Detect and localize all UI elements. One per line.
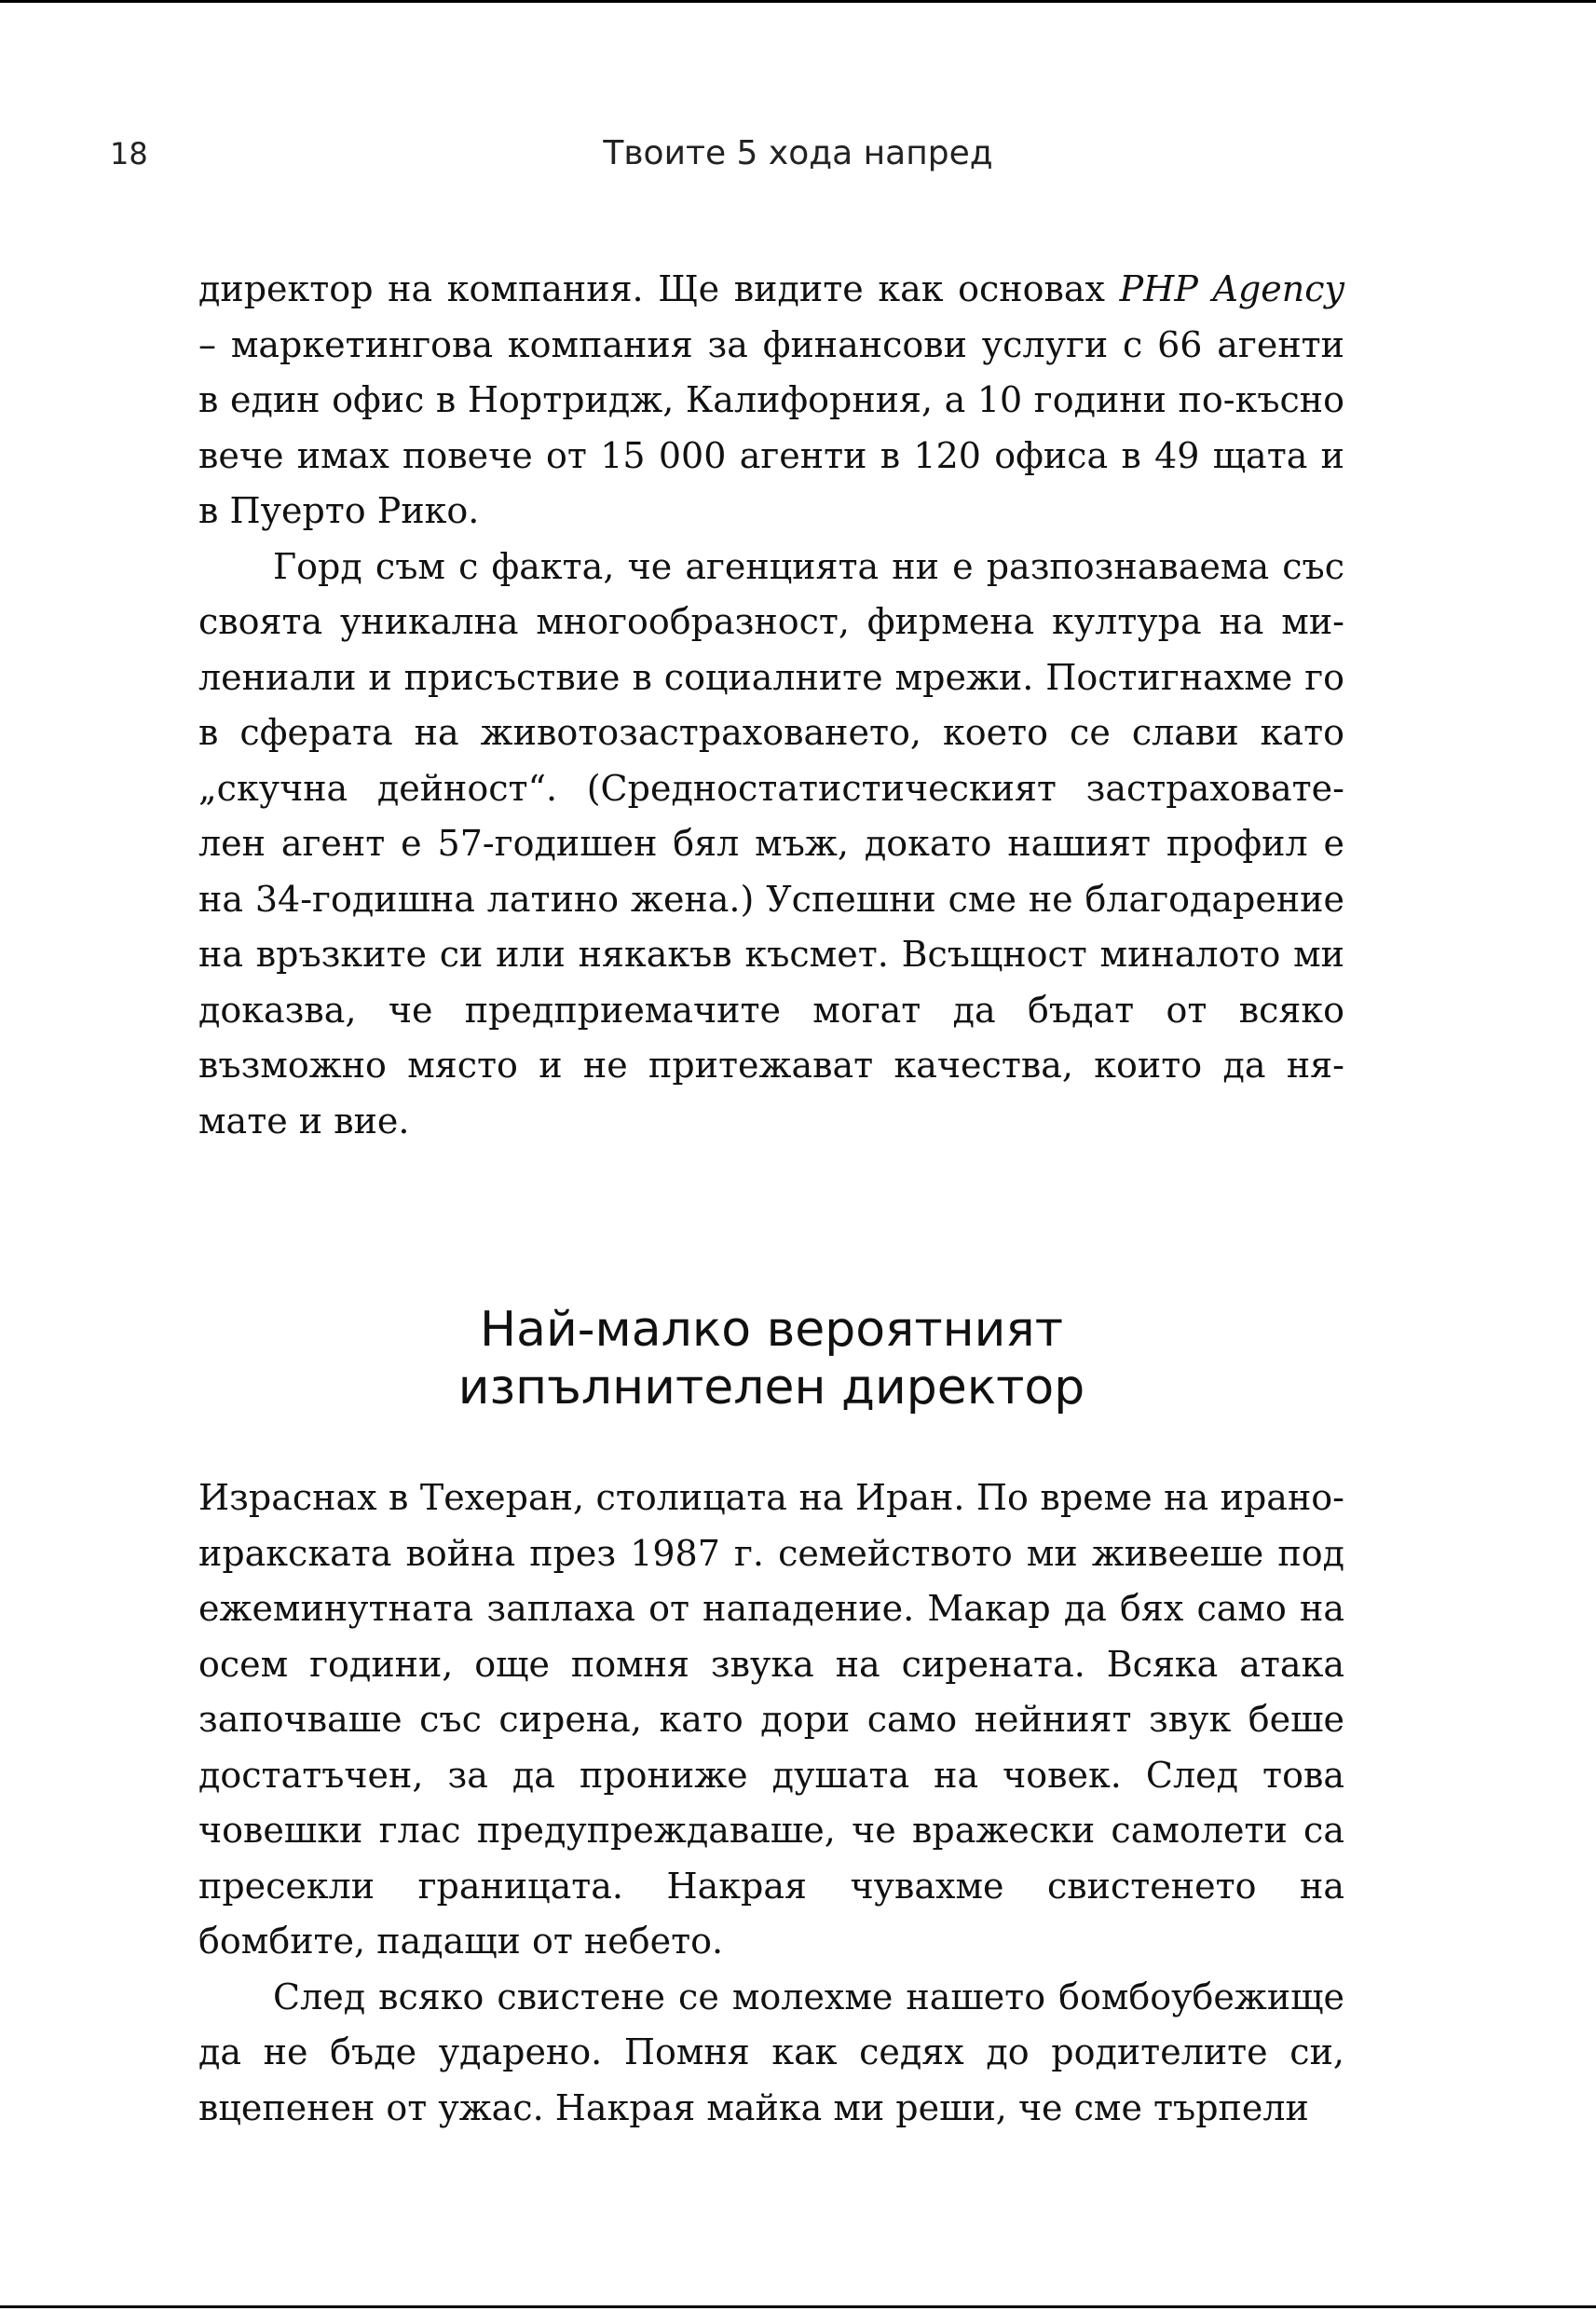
paragraph-text: директор на компания. Ще видите как основах: [198, 268, 1120, 309]
paragraph: Горд съм с факта, че агенцията ни е разпознаваема със своята уникална многообразност, фирмена култура на милениали и присъствие в социалните мрежи. Постигнахме го в сферата на животозастраховането, което се слави като „скучна дейност“. (Средностатистическият застрахователен агент е 57-годишен бял мъж, докато нашият профил е на 34-годишна латино жена.) Успешни сме не благодарение на връзките си или някакъв късмет. Всъщност миналото ми доказва, че предприемачите могат да бъдат от всяко възможно място и не притежават качества, които да нямате и вие.: [198, 545, 1344, 1142]
page-top-border: [0, 0, 1596, 3]
section-heading-line: изпълнителен директор: [457, 1360, 1085, 1415]
running-header-title: Твоите 5 хода напред: [603, 134, 993, 172]
paragraph: След всяко свистене се молехме нашето бомбоубежище да не бъде ударено. Помня как седях до родителите си, вцепенен от ужас. Накрая майка ми реши, че сме търпели: [198, 1976, 1344, 2128]
company-name-italic: PHP Agency: [1119, 268, 1344, 309]
section-heading-line: Най-малко вероятният: [479, 1302, 1063, 1358]
section-heading: [198, 1301, 1344, 1416]
paragraph: Израснах в Техеран, столицата на Иран. По време на ирано-иракската война през 1987 г. семейството ми живееше под ежеминутната заплаха от нападение. Макар да бях само на осем години, още помня звука на сирената. Всяка атака започваше със сирена, като дори само нейният звук беше достатъчен, за да прониже душата на човек. След това човешки глас предупреждаваше, че вражески самолети са пресекли границата. Накрая чувахме свистенето на бомбите, падащи от небето.: [198, 1477, 1344, 1962]
page-bottom-border: [0, 2305, 1596, 2308]
paragraph: [198, 262, 1344, 540]
body-text-section-1: [198, 262, 1344, 1149]
paragraph-text: – маркетингова компания за финансови услуги с 66 агенти в един офис в Нортридж, Калифорния, а 10 години по-късно вече имах повече от 15 000 агенти в 120 офиса в 49 щата и в Пуерто Рико.: [198, 323, 1344, 531]
page-number: 18: [110, 136, 148, 171]
body-text-section-2: [198, 1470, 1344, 2136]
